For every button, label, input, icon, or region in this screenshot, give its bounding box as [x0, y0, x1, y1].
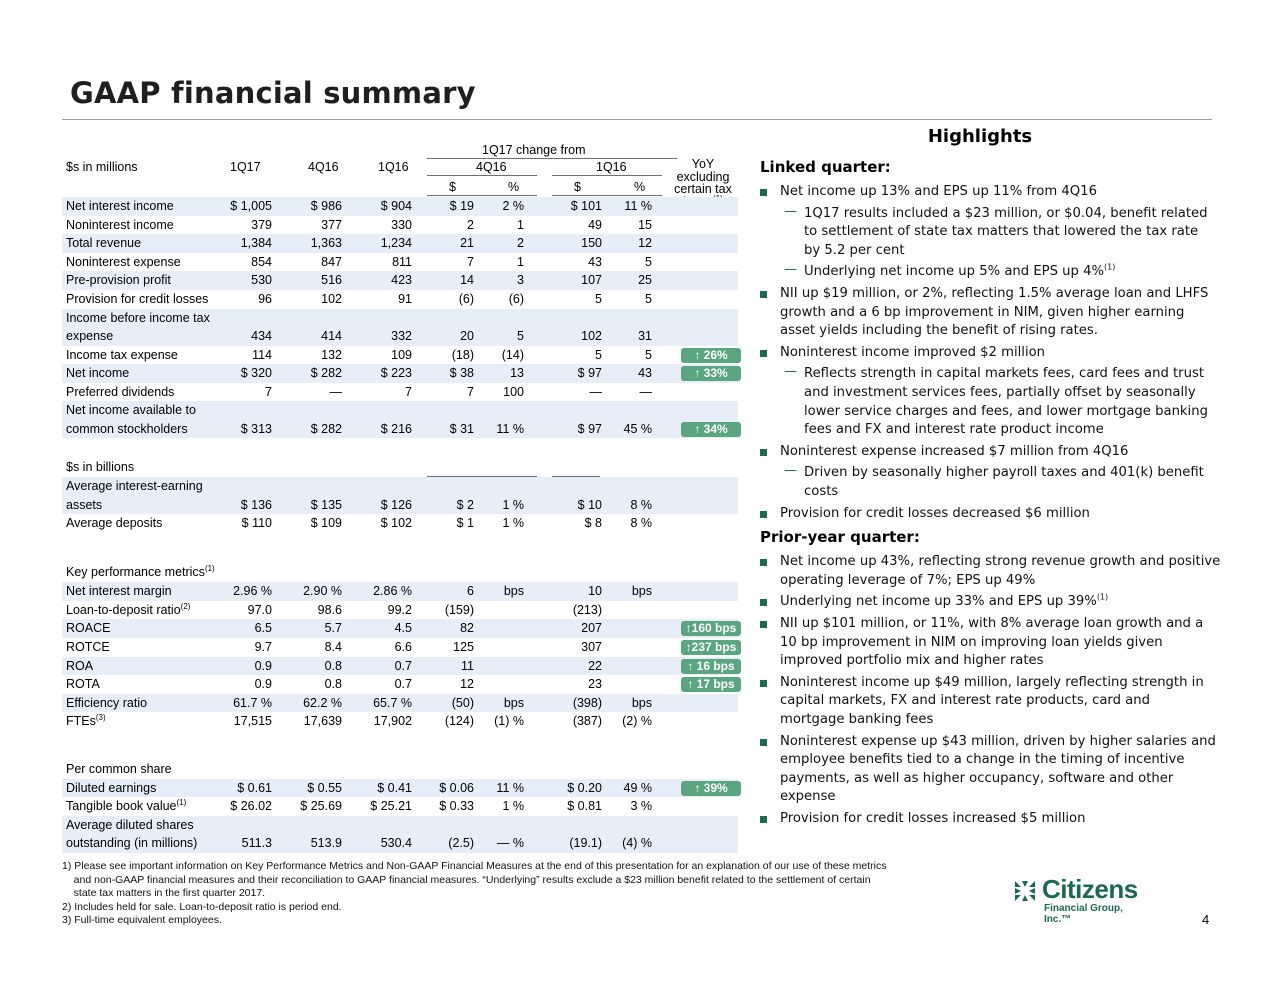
column-header: 1Q17 [230, 160, 261, 174]
highlight-line: growth and a 6 bp improvement in NIM, given higher earning [780, 304, 1185, 320]
cell-d2: 49 [588, 217, 602, 232]
cell-c3: 332 [391, 329, 412, 344]
cell-d1: 125 [453, 640, 474, 654]
highlight-line: improved portfolio mix and higher rates [780, 653, 1044, 669]
row-note: (2) [180, 601, 191, 611]
cell-c2: 847 [321, 254, 342, 269]
cell-c1: 96 [258, 292, 272, 306]
cell-c2: 0.8 [324, 658, 342, 673]
cell-c1: $ 0.61 [237, 780, 272, 795]
footnote-line: state tax matters in the first quarter 2017. [62, 887, 266, 899]
cell-p1: 2 % [502, 199, 524, 213]
row-label: Income tax expense [66, 347, 178, 362]
row-label: Efficiency ratio [66, 695, 148, 710]
cell-d2: (387) [572, 714, 602, 729]
cell-d1: 2 [467, 217, 474, 232]
cell-c3: 423 [391, 273, 412, 288]
yoy-header-line: YoY [691, 157, 715, 171]
cell-c2: 0.8 [324, 677, 342, 692]
cell-d1: 20 [460, 329, 474, 344]
prior-year-heading: Prior-year quarter: [760, 528, 920, 547]
cell-c3: 109 [391, 347, 412, 362]
cell-p2: 8 % [630, 516, 652, 530]
row-label-cont: outstanding (in millions) [66, 836, 198, 851]
column-header: 4Q16 [476, 160, 507, 174]
cell-c3: $ 904 [380, 199, 412, 213]
highlight-line: NII up $101 million, or 11%, with 8% average loan growth and a [780, 616, 1204, 631]
cell-d1: (18) [451, 347, 474, 362]
highlight-line: asset yields including the benefit of rising rates. [780, 323, 1098, 339]
cell-p1: 11 % [496, 780, 524, 795]
yoy-header-line: excluding [676, 169, 730, 184]
cell-p2: 15 [638, 217, 652, 232]
logo-subtitle: Financial Group, Inc.™ [1044, 903, 1123, 925]
row-note: (1) [176, 798, 187, 808]
cell-d1: 7 [467, 254, 474, 269]
row-label: ROACE [66, 621, 111, 636]
cell-c2: 414 [321, 329, 342, 344]
row-label: Income before income tax [66, 310, 210, 325]
cell-p2: bps [631, 695, 652, 710]
cell-d2: (213) [572, 602, 602, 617]
cell-d2: 102 [581, 329, 602, 344]
cell-d2: $ 0.81 [567, 799, 602, 814]
cell-c3: $ 223 [380, 366, 412, 381]
row-label: Provision for credit losses [66, 292, 209, 306]
cell-d1: (6) [458, 292, 474, 306]
highlight-line: operating leverage of 7%; EPS up 49% [780, 572, 1036, 588]
highlight-line: Provision for credit losses increased $5 million [780, 811, 1086, 826]
cell-p2: 49 % [623, 780, 652, 795]
cell-p1: bps [503, 695, 524, 710]
highlight-line: and investment services fees, partially offset by seasonally [804, 385, 1196, 400]
cell-p1: 1 [517, 217, 524, 232]
cell-d1: $ 0.06 [439, 780, 474, 795]
highlight-line: costs [804, 484, 839, 499]
cell-c3: 2.86 % [373, 584, 412, 599]
cell-p2: 45 % [623, 422, 652, 436]
yoy-change-pill: ↑160 bps [681, 621, 741, 636]
cell-p2: 43 [638, 366, 652, 381]
cell-p2: 11 % [624, 199, 652, 213]
cell-p1: (14) [501, 347, 524, 362]
cell-d1: (50) [451, 695, 474, 710]
cell-p1: (6) [508, 292, 524, 306]
column-header: 1Q16 [378, 160, 409, 174]
cell-p2: 5 [645, 347, 652, 362]
cell-d1: $ 31 [449, 422, 474, 436]
cell-c1: 0.9 [254, 677, 272, 692]
cell-d1: $ 19 [449, 199, 474, 213]
dash-marker: — [784, 203, 797, 219]
cell-c1: 434 [251, 329, 272, 344]
footnote-line: and non-GAAP financial measures and their reconciliation to GAAP financial measures. “Underlying” results exclude a $23 million benefit related to the settlement of certain [62, 873, 871, 886]
cell-d2: (19.1) [569, 836, 602, 851]
cell-c3: 4.5 [394, 621, 412, 636]
bullet-marker [760, 189, 767, 196]
cell-d1: $ 2 [456, 497, 474, 512]
header-underline [427, 175, 537, 176]
cell-c2: 513.9 [310, 836, 342, 851]
cell-c3: 99.2 [387, 602, 412, 617]
cell-c2: $ 282 [310, 366, 342, 381]
cell-c2: $ 0.55 [307, 780, 342, 795]
cell-c1: 114 [252, 347, 272, 362]
cell-c3: $ 102 [380, 516, 412, 530]
bullet-marker [760, 559, 767, 566]
cell-c2: 132 [321, 347, 342, 362]
cell-p1: — % [496, 836, 524, 851]
cell-c3: 7 [405, 384, 412, 399]
cell-c1: 379 [251, 217, 272, 232]
cell-c2: $ 25.69 [300, 799, 342, 814]
highlight-note: (1) [1104, 263, 1116, 272]
highlight-line: Underlying net income up 5% and EPS up 4%$^{(1)}$ [804, 263, 1116, 280]
yoy-change-pill: ↑ 17 bps [681, 677, 741, 692]
cell-d1: $ 38 [449, 366, 474, 381]
cell-c1: 530 [251, 273, 272, 288]
highlight-line: Reflects strength in capital markets fees, card fees and trust [804, 366, 1205, 382]
dash-marker: — [784, 262, 797, 278]
highlight-line: Noninterest income up $49 million, largely reflecting strength in [780, 674, 1204, 690]
cell-d2: $ 8 [584, 516, 602, 530]
cell-d2: (398) [572, 695, 602, 710]
cell-p1: 1 % [502, 497, 524, 512]
dash-marker: — [784, 463, 797, 479]
cell-d2: 22 [588, 658, 602, 673]
yoy-header-line: certain tax [674, 182, 732, 196]
highlight-line: expense [780, 789, 836, 805]
cell-d1: 14 [460, 273, 474, 288]
cell-d2: $ 0.20 [567, 780, 602, 795]
column-header: 1Q16 [596, 160, 627, 174]
highlight-line: by 5.2 per cent [804, 242, 905, 258]
highlight-line: Noninterest expense increased $7 million from 4Q16 [780, 443, 1129, 459]
cell-c3: 811 [392, 254, 412, 269]
cell-d1: (124) [444, 714, 474, 729]
highlight-line: Provision for credit losses decreased $6 million [780, 505, 1090, 521]
cell-c2: $ 986 [310, 199, 342, 213]
cell-c1: $ 26.02 [230, 799, 272, 814]
highlight-line: Underlying net income up 33% and EPS up 39%$^{(1)}$ [780, 593, 1109, 610]
header-underline [427, 195, 537, 196]
cell-c2: $ 135 [310, 497, 342, 512]
cell-c1: 2.96 % [233, 584, 272, 599]
row-label: Average interest-earning [66, 479, 203, 493]
page-title: GAAP financial summary [70, 76, 476, 110]
highlight-line: 10 bp improvement in NIM on improving loan yields given [780, 634, 1163, 650]
cell-d1: $ 0.33 [439, 799, 474, 814]
cell-c3: $ 126 [380, 497, 412, 512]
cell-p1: 5 [517, 329, 524, 344]
yoy-change-pill: ↑ 16 bps [681, 659, 741, 674]
highlight-line: Noninterest expense up $43 million, driven by higher salaries and [780, 733, 1216, 749]
cell-c1: $ 136 [240, 497, 272, 512]
highlight-line: Noninterest income improved $2 million [780, 344, 1046, 360]
cell-c1: $ 320 [240, 366, 272, 381]
cell-c2: 17,639 [303, 714, 342, 729]
row-label: FTEs$^{(3)}$ [66, 713, 106, 729]
row-label-cont: common stockholders [66, 422, 188, 436]
cell-d1: 6 [467, 584, 474, 599]
cell-d1: 11 [461, 658, 474, 673]
cell-p1: 1 % [502, 516, 524, 530]
cell-p1: bps [503, 584, 524, 599]
row-label-cont: assets [66, 497, 103, 512]
cell-c1: 1,384 [240, 236, 272, 251]
cell-d1: 82 [460, 621, 474, 636]
cell-p2: 12 [638, 236, 652, 251]
cell-c2: 2.90 % [303, 584, 342, 599]
row-label: ROTA [66, 677, 100, 692]
cell-d2: $ 10 [577, 497, 602, 512]
cell-c2: 62.2 % [303, 695, 342, 710]
cell-c2: — [329, 384, 342, 399]
highlight-line: mortgage banking fees [780, 712, 934, 727]
kpm-note: (1) [204, 564, 215, 574]
cell-d1: 7 [467, 384, 474, 399]
row-label: ROTCE [66, 640, 110, 654]
cell-d1: 21 [460, 236, 474, 251]
cell-c3: 0.7 [394, 677, 412, 692]
cell-c1: $ 110 [241, 516, 272, 530]
cell-p1: (1) % [494, 714, 524, 729]
cell-c3: $ 25.21 [370, 799, 412, 814]
page-number: 4 [1202, 912, 1210, 927]
cell-p2: 25 [638, 273, 652, 288]
bullet-marker [760, 511, 767, 518]
highlights-title: Highlights [927, 126, 1033, 147]
cell-c2: $ 282 [310, 422, 342, 436]
cell-c1: 17,515 [233, 714, 272, 729]
cell-c1: 854 [251, 254, 272, 269]
cell-c1: $ 1,005 [230, 199, 272, 213]
cell-c3: 6.6 [394, 640, 412, 654]
row-label: Loan-to-deposit ratio$^{(2)}$ [66, 601, 191, 617]
billions-label: $s in billions [66, 460, 135, 475]
cell-c1: 9.7 [254, 640, 272, 654]
title-rule [62, 119, 1212, 120]
cell-c2: $ 109 [310, 516, 342, 530]
cell-d2: 5 [595, 292, 602, 306]
highlight-line: employee benefits tied to a change in the timing of incentive [780, 752, 1185, 768]
cell-c1: 511.3 [241, 836, 272, 851]
citizens-logo-icon [1012, 878, 1038, 904]
cell-d1: 12 [460, 677, 474, 692]
row-label: Preferred dividends [66, 384, 175, 399]
kpm-label: Key performance metrics$^{(1)}$ [66, 564, 215, 580]
logo-wordmark: Citizens [1042, 874, 1138, 904]
cell-d2: 107 [581, 273, 602, 288]
highlight-line: 1Q17 results included a $23 million, or $0.04, benefit related [804, 205, 1208, 221]
cell-d1: $ 1 [456, 516, 474, 530]
row-label: Net interest margin [66, 584, 172, 599]
bullet-marker [760, 621, 767, 628]
row-label: Pre-provision profit [66, 273, 171, 288]
cell-p1: 3 [517, 273, 524, 288]
cell-p1: 1 % [502, 799, 524, 814]
sub-column-header: % [508, 180, 520, 194]
per-share-label: Per common share [66, 761, 172, 776]
sub-column-header: $ [449, 180, 456, 194]
highlight-line: fees and FX and interest rate product income [804, 422, 1104, 438]
row-label: Average deposits [66, 516, 163, 530]
cell-p2: 5 [645, 292, 652, 306]
cell-c2: 1,363 [310, 236, 342, 251]
yoy-change-pill: ↑237 bps [681, 640, 741, 655]
row-label: Net income available to [66, 403, 196, 418]
row-label: ROA [66, 658, 94, 673]
row-label: Average diluted shares [66, 817, 194, 832]
bullet-marker [760, 350, 767, 357]
header-underline [552, 195, 662, 196]
column-header: 4Q16 [308, 160, 339, 174]
row-note: (3) [95, 713, 106, 723]
cell-d2: 5 [595, 347, 602, 362]
dash-marker: — [784, 364, 797, 380]
bullet-marker [760, 599, 767, 606]
footnote-line: 1) Please see important information on Key Performance Metrics and Non-GAAP Financial Measures at the end of this presentation for an explanation of our use of these metrics [62, 860, 887, 872]
highlight-line: NII up $19 million, or 2%, reflecting 1.5% average loan and LHFS [780, 286, 1209, 301]
cell-d2: 307 [581, 640, 602, 654]
yoy-change-pill: ↑ 34% [681, 422, 741, 437]
cell-p2: 3 % [630, 799, 652, 814]
cell-c1: 6.5 [254, 621, 272, 636]
cell-c1: 0.9 [254, 658, 272, 673]
cell-p1: 100 [503, 384, 524, 399]
cell-d2: $ 97 [577, 366, 602, 381]
cell-c3: 0.7 [394, 658, 412, 673]
cell-d2: — [589, 384, 602, 399]
cell-c3: 530.4 [380, 836, 412, 851]
highlight-line: payments, as well as higher occupancy, software and other [780, 770, 1174, 786]
unit-label: $s in millions [66, 160, 138, 174]
bullet-marker [760, 291, 767, 298]
cell-p2: (4) % [622, 836, 652, 851]
row-label: Net income [66, 366, 130, 381]
bullet-marker [760, 449, 767, 456]
highlight-line: capital markets, FX and interest rate products, card and [780, 693, 1150, 709]
sub-column-header: % [634, 180, 646, 194]
footnote-line: 3) Full-time equivalent employees. [62, 914, 222, 926]
cell-c3: 1,234 [380, 236, 412, 251]
citizens-logo [1012, 874, 1152, 925]
highlight-line: Net income up 13% and EPS up 11% from 4Q16 [780, 184, 1097, 199]
cell-p2: 8 % [630, 497, 652, 512]
change-from-underline [427, 158, 677, 159]
cell-p2: (2) % [622, 714, 652, 729]
cell-d1: (159) [444, 602, 474, 617]
row-label: Total revenue [66, 236, 142, 251]
bullet-marker [760, 739, 767, 746]
cell-c3: 91 [398, 292, 412, 306]
cell-c2: 102 [321, 292, 342, 306]
linked-quarter-heading: Linked quarter: [760, 158, 891, 176]
cell-d2: 207 [581, 621, 602, 636]
highlight-line: Driven by seasonally higher payroll taxes and 401(k) benefit [804, 465, 1204, 481]
yoy-change-pill: ↑ 26% [681, 348, 741, 363]
row-label: Diluted earnings [66, 780, 157, 795]
cell-c3: 65.7 % [373, 695, 412, 710]
cell-c3: 17,902 [373, 714, 412, 729]
cell-d2: 43 [588, 254, 602, 269]
header-underline [552, 175, 662, 176]
cell-d2: 150 [581, 236, 602, 251]
sub-column-header: $ [574, 180, 581, 194]
yoy-change-pill: ↑ 33% [681, 366, 741, 381]
cell-c1: $ 313 [240, 422, 272, 436]
footnote-line: 2) Includes held for sale. Loan-to-deposit ratio is period end. [62, 900, 342, 913]
row-label: Noninterest expense [66, 254, 181, 269]
cell-d2: $ 97 [577, 422, 602, 436]
highlight-note: (1) [1096, 593, 1109, 602]
row-label: Tangible book value$^{(1)}$ [66, 798, 187, 814]
cell-c2: 377 [321, 217, 342, 232]
row-label-cont: expense [66, 329, 114, 344]
cell-d2: 10 [588, 584, 602, 599]
cell-p1: 13 [510, 366, 524, 381]
row-label: Net interest income [66, 199, 174, 213]
cell-p1: 2 [517, 236, 524, 251]
cell-p2: bps [631, 584, 652, 599]
cell-c1: 61.7 % [233, 695, 272, 710]
cell-c2: 8.4 [324, 640, 342, 654]
change-from-header: 1Q17 change from [482, 143, 586, 157]
cell-p1: 11 % [496, 422, 524, 436]
cell-p2: — [639, 384, 652, 399]
cell-c2: 5.7 [324, 621, 342, 636]
cell-c1: 7 [265, 384, 272, 399]
cell-c1: 97.0 [247, 602, 272, 617]
cell-c3: $ 216 [380, 422, 412, 436]
cell-p2: 5 [645, 254, 652, 269]
row-label: Noninterest income [66, 217, 174, 232]
footnotes [62, 860, 992, 928]
highlight-line: Net income up 43%, reflecting strong revenue growth and positive [780, 554, 1221, 570]
cell-c2: 98.6 [317, 602, 342, 617]
highlight-line: to settlement of state tax matters that lowered the tax rate [804, 224, 1199, 240]
bullet-marker [760, 816, 767, 823]
highlight-line: lower service charges and fees, and lower mortgage banking [804, 403, 1208, 419]
cell-p1: 1 [517, 254, 524, 269]
cell-c3: 330 [391, 217, 412, 232]
bullet-marker [760, 680, 767, 687]
yoy-change-pill: ↑ 39% [681, 781, 741, 796]
cell-p2: 31 [638, 329, 652, 344]
cell-c2: 516 [321, 273, 342, 288]
cell-c3: $ 0.41 [377, 780, 412, 795]
cell-d2: $ 101 [570, 199, 602, 213]
cell-d2: 23 [588, 677, 602, 692]
cell-d1: (2.5) [448, 836, 474, 851]
